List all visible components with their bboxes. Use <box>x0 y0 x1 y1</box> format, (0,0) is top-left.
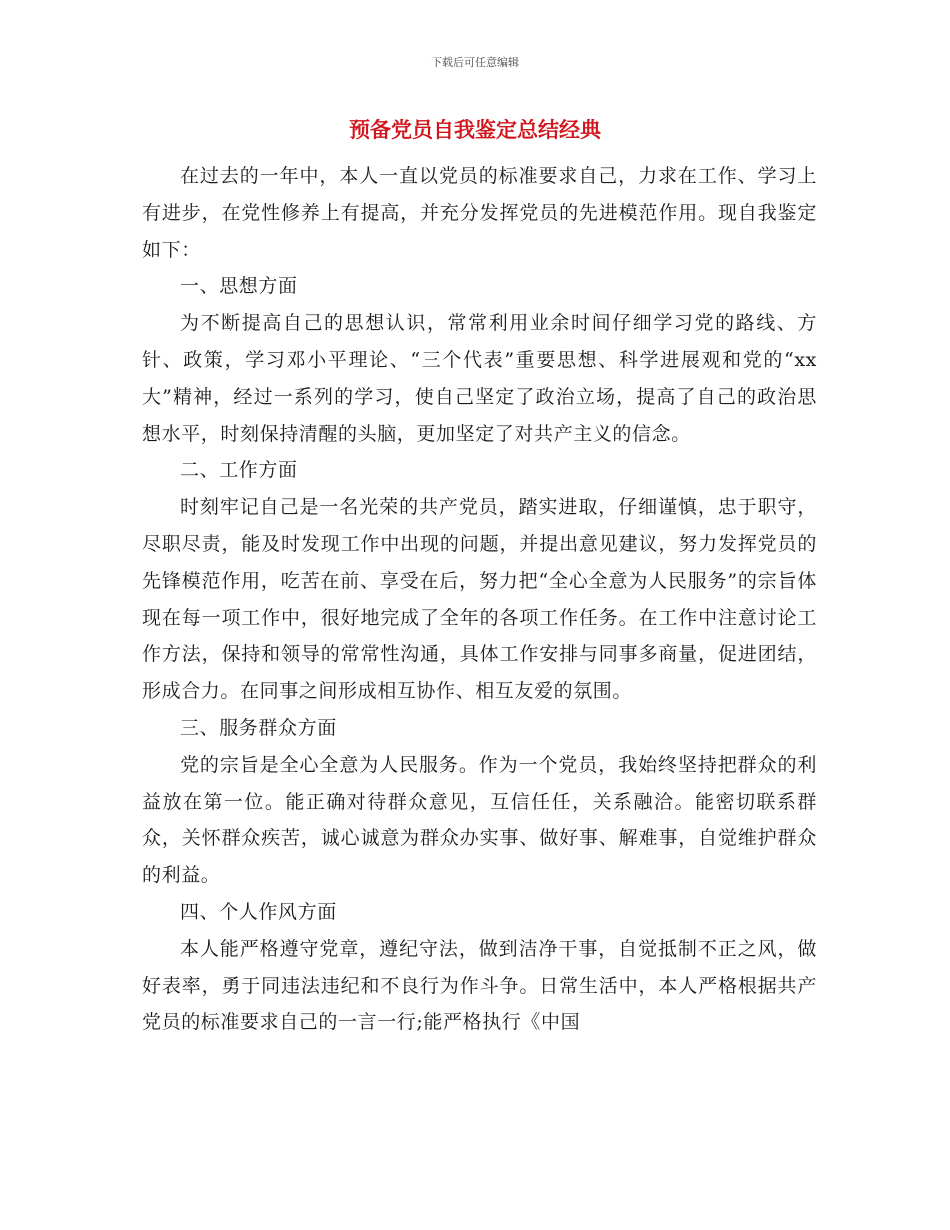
service-paragraph: 党的宗旨是全心全意为人民服务。作为一个党员，我始终坚持把群众的利益放在第一位。能正确对待群众意见，互信任任，关系融洽。能密切联系群众，关怀群众疾苦，诚心诚意为群众办实事、做好事、解难事，自觉维护群众的利益。 <box>142 753 817 887</box>
document-body <box>142 158 817 1041</box>
thought-paragraph: 为不断提高自己的思想认识，常常利用业余时间仔细学习党的路线、方针、政策，学习邓小平理论、“三个代表”重要思想、科学进展观和党的“xx大”精神，经过一系列的学习，使自己坚定了政治立场，提高了自己的政治思想水平，时刻保持清醒的头脑，更加坚定了对共产主义的信念。 <box>142 312 817 445</box>
intro-paragraph: 在过去的一年中，本人一直以党员的标准要求自己，力求在工作、学习上有进步，在党性修养上有提高，并充分发挥党员的先进模范作用。现自我鉴定如下： <box>142 165 817 261</box>
conduct-paragraph: 本人能严格遵守党章，遵纪守法，做到洁净干事，自觉抵制不正之风，做好表率，勇于同违法违纪和不良行为作斗争。日常生活中，本人严格根据共产党员的标准要求自己的一言一行;能严格执行《中国 <box>142 937 817 1034</box>
section-heading-conduct: 四、个人作风方面 <box>180 900 337 923</box>
page-header: 下载后可任意编辑 <box>431 56 519 69</box>
section-heading-thought: 一、思想方面 <box>180 275 298 298</box>
section-heading-service: 三、服务群众方面 <box>180 716 337 739</box>
work-paragraph: 时刻牢记自己是一名光荣的共产党员，踏实进取，仔细谨慎，忠于职守，尽职尽责，能及时发现工作中出现的问题，并提出意见建议，努力发挥党员的先锋模范作用，吃苦在前、享受在后，努力把“全心全意为人民服务”的宗旨体现在每一项工作中，很好地完成了全年的各项工作任务。在工作中注意讨论工作方法，保持和领导的常常性沟通，具体工作安排与同事多商量，促进团结，形成合力。在同事之间形成相互协作、相互友爱的氛围。 <box>142 496 817 703</box>
document-title: 预备党员自我鉴定总结经典 <box>349 118 601 142</box>
section-heading-work: 二、工作方面 <box>180 459 298 482</box>
